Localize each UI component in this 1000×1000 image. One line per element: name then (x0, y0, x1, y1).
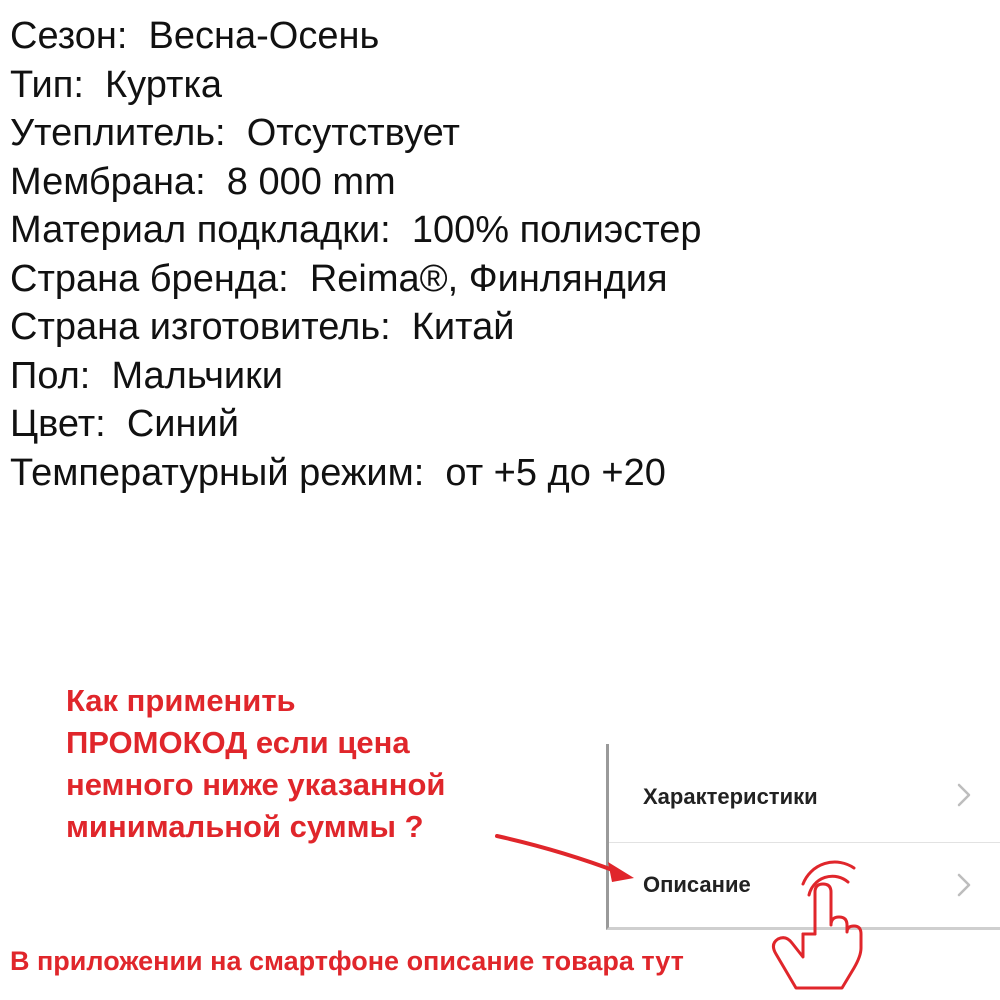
spec-row-type (10, 61, 702, 110)
promo-instruction (66, 680, 445, 848)
spec-value: Отсутствует (246, 112, 460, 154)
spec-label: Утеплитель: (10, 112, 226, 154)
spec-row-membrane (10, 158, 702, 207)
spec-row-gender (10, 352, 702, 401)
spec-label: Пол: (10, 354, 91, 397)
promo-line: немного ниже указанной (66, 767, 446, 802)
menu-item-description[interactable] (609, 842, 1000, 932)
product-specs-list (10, 12, 702, 497)
footer-note: В приложении на смартфоне описание товара тут (10, 946, 684, 976)
spec-label: Сезон: (10, 15, 128, 57)
spec-value: от +5 до +20 (445, 451, 666, 494)
chevron-right-icon (949, 870, 979, 900)
spec-value: Куртка (105, 63, 223, 106)
spec-value: Синий (126, 403, 239, 445)
promo-line: ПРОМОКОД если цена (66, 725, 410, 760)
spec-label: Температурный режим: (10, 451, 425, 494)
spec-row-lining (10, 206, 702, 255)
app-menu-screenshot (606, 744, 1000, 930)
spec-row-insulation (10, 109, 702, 158)
menu-item-characteristics[interactable] (609, 752, 1000, 843)
menu-item-label: Описание (643, 872, 751, 897)
chevron-right-icon (949, 780, 979, 810)
spec-label: Мембрана: (10, 160, 206, 203)
spec-label: Страна изготовитель: (10, 306, 391, 348)
spec-value: 100% полиэстер (411, 209, 702, 251)
spec-row-manufacturer-country (10, 303, 702, 352)
promo-line: минимальной суммы ? (66, 809, 424, 844)
spec-row-temperature (10, 449, 702, 498)
spec-label: Тип: (10, 63, 84, 106)
spec-value: Мальчики (111, 354, 283, 397)
menu-item-label: Характеристики (643, 784, 818, 809)
spec-value: Reima®, Финляндия (309, 257, 668, 300)
spec-row-color (10, 400, 702, 449)
spec-row-season (10, 12, 702, 61)
promo-line: Как применить (66, 683, 296, 718)
spec-row-brand-country (10, 255, 702, 304)
spec-label: Цвет: (10, 403, 106, 445)
spec-value: Весна-Осень (148, 15, 380, 57)
spec-label: Материал подкладки: (10, 209, 391, 251)
spec-value: Китай (411, 306, 515, 348)
spec-value: 8 000 mm (226, 160, 396, 203)
spec-label: Страна бренда: (10, 257, 289, 300)
